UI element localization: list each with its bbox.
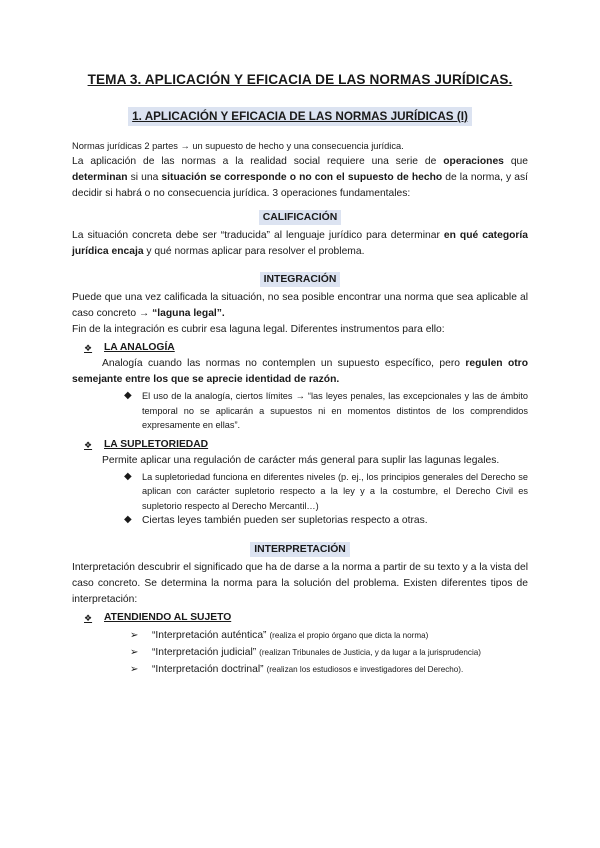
- list-item: ◆ La supletoriedad funciona en diferentes niveles (p. ej., los principios generales del Derecho se aplican con carácter supletorio respecto a la ley y a la costumbre, el Derecho Civil es supletorio respecto al Derecho Mercantil…): [124, 470, 528, 511]
- arrow-bullet-icon: ➢: [130, 664, 139, 675]
- sujeto-list: [130, 627, 528, 678]
- list-item: ◆ Ciertas leyes también pueden ser supletorias respecto a otras.: [124, 514, 428, 526]
- integracion-paragraph: Puede que una vez calificada la situación, no sea posible encontrar una norma que sea aplicable al caso concreto → “laguna legal”.: [72, 292, 528, 319]
- arrow-bullet-icon: ➢: [130, 647, 139, 658]
- intro-line: Normas jurídicas 2 partes → un supuesto de hecho y una consecuencia jurídica.: [72, 141, 404, 151]
- sujeto-heading: ❖ ATENDIENDO AL SUJETO: [84, 610, 528, 626]
- diamond-bullet-icon: ❖: [84, 343, 93, 353]
- section-heading: [72, 107, 528, 125]
- diamond-icon: ◆: [124, 470, 132, 482]
- section-heading-text: 1. APLICACIÓN Y EFICACIA DE LAS NORMAS JURÍDICAS (I): [128, 107, 472, 126]
- diamond-icon: ◆: [124, 514, 132, 525]
- calificacion-heading: CALIFICACIÓN: [72, 207, 528, 225]
- page-title: TEMA 3. APLICACIÓN Y EFICACIA DE LAS NORMAS JURÍDICAS.: [87, 72, 513, 87]
- list-item: ◆ El uso de la analogía, ciertos límites → “las leyes penales, las excepcionales y las de ámbito temporal no se aplicarán a supuestos ni en momentos distintos de los comprendidos expresamente en ellas”.: [124, 390, 528, 430]
- integracion-heading: INTEGRACIÓN: [72, 269, 528, 287]
- calificacion-paragraph: La situación concreta debe ser “traducida” al lenguaje jurídico para determinar en qué categoría jurídica encaja y qué normas aplicar para resolver el problema.: [72, 230, 528, 257]
- supletoriedad-heading: ❖ LA SUPLETORIEDAD: [84, 437, 528, 453]
- interpretacion-heading: INTERPRETACIÓN: [72, 539, 528, 557]
- list-item: ➢ “Interpretación judicial” (realizan Tribunales de Justicia, y da lugar a la jurisprudencia): [130, 644, 528, 661]
- interpretacion-paragraph: Interpretación descubrir el significado que ha de darse a la norma a partir de su texto y a la vista del caso concreto. Se determina la norma para la solución del problema. Existen diferentes tipos de interpretación:: [72, 562, 528, 605]
- analogia-heading: ❖ LA ANALOGÍA: [84, 340, 528, 356]
- arrow-bullet-icon: ➢: [130, 630, 139, 641]
- supletoriedad-list: [124, 470, 528, 530]
- supletoriedad-paragraph: Permite aplicar una regulación de carácter más general para suplir las lagunas legales.: [102, 454, 500, 466]
- analogia-paragraph: Analogía cuando las normas no contemplen un supuesto específico, pero regulen otro semejante entre los que se aprecie identidad de razón.: [72, 358, 528, 385]
- intro-paragraph: La aplicación de las normas a la realidad social requiere una serie de operaciones que determinan si una situación se corresponde o no con el supuesto de hecho de la norma, y así decidir si habrá o no consecuencia jurídica. 3 operaciones fundamentales:: [72, 156, 529, 199]
- list-item: ➢ “Interpretación doctrinal” (realizan los estudiosos e investigadores del Derecho).: [130, 661, 528, 678]
- integracion-paragraph-2: Fin de la integración es cubrir esa laguna legal. Diferentes instrumentos para ello:: [72, 324, 445, 335]
- diamond-icon: ◆: [124, 390, 132, 401]
- diamond-bullet-icon: ❖: [84, 439, 93, 450]
- diamond-bullet-icon: ❖: [84, 613, 93, 623]
- list-item: ➢ “Interpretación auténtica” (realiza el propio órgano que dicta la norma): [130, 627, 528, 644]
- analogia-list: [124, 389, 528, 433]
